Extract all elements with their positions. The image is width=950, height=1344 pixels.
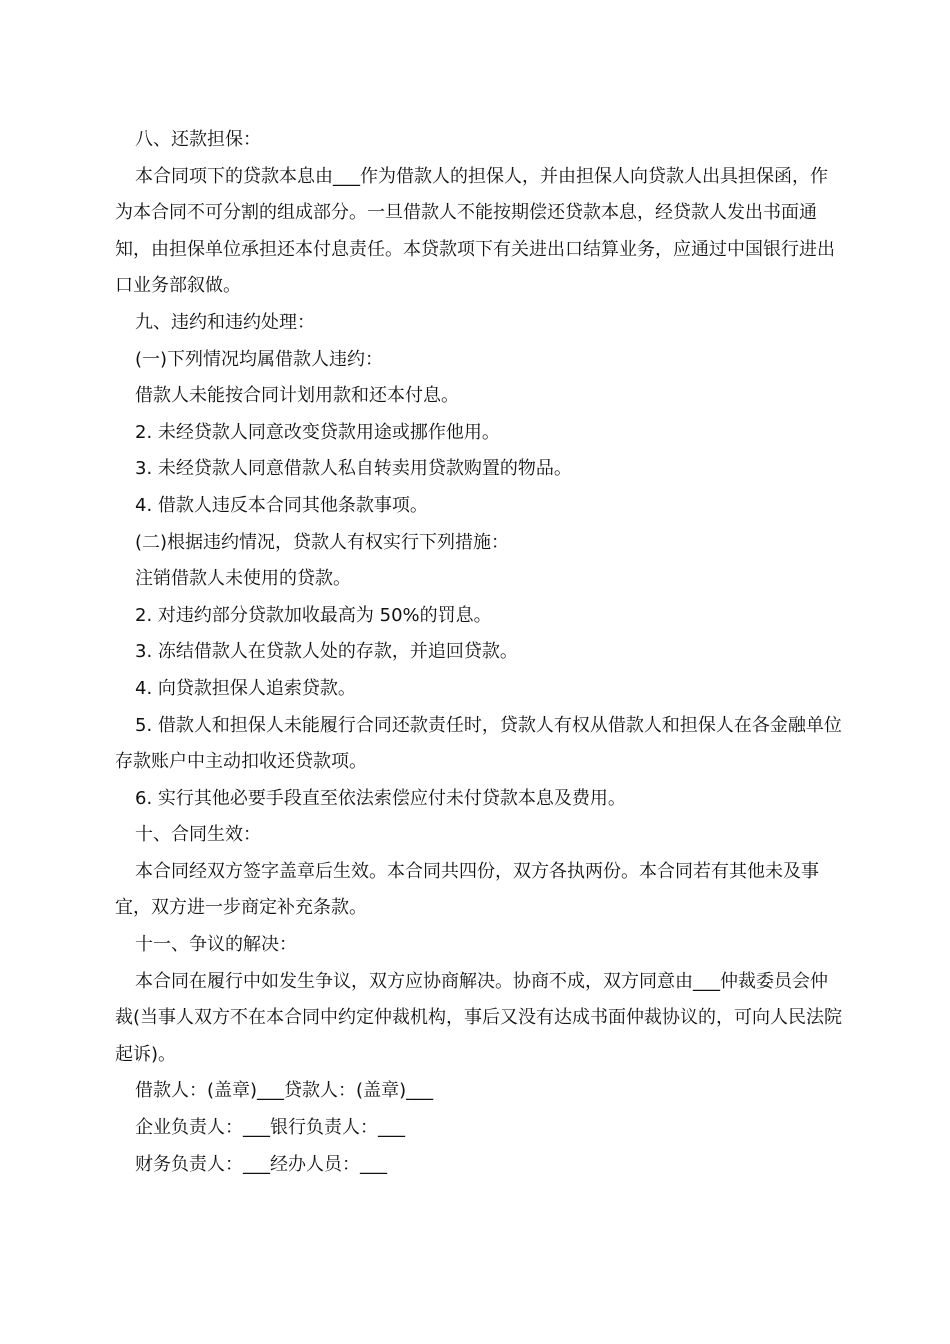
subheading-breach-cases: (一)下列情况均属借款人违约： bbox=[135, 348, 384, 370]
document-body bbox=[115, 122, 845, 1183]
paragraph-guarantee-terms: 本合同项下的贷款本息由___作为借款人的担保人，并由担保人向贷款人出具担保函，作为本合同不可分割的组成部分。一旦借款人不能按期偿还贷款本息，经贷款人发出书面通知，由担保单位承担还本付息责任。本贷款项下有关进出口结算业务，应通过中国银行进出口业务部叙做。 bbox=[115, 165, 835, 297]
list-item-remedy-5: 5. 借款人和担保人未能履行合同还款责任时，贷款人有权从借款人和担保人在各金融单位存款账户中主动扣收还贷款项。 bbox=[115, 714, 842, 773]
list-item-breach-1: 借款人未能按合同计划用款和还本付息。 bbox=[135, 385, 459, 407]
list-item-remedy-1: 注销借款人未使用的贷款。 bbox=[135, 568, 351, 590]
list-item-remedy-4: 4. 向贷款担保人追索贷款。 bbox=[135, 677, 356, 699]
list-item-remedy-6: 6. 实行其他必要手段直至依法索偿应付未付贷款本息及费用。 bbox=[135, 787, 626, 809]
paragraph-effectiveness: 本合同经双方签字盖章后生效。本合同共四份，双方各执两份。本合同若有其他未及事宜，双方进一步商定补充条款。 bbox=[115, 860, 819, 919]
list-item-remedy-3: 3. 冻结借款人在贷款人处的存款，并追回贷款。 bbox=[135, 641, 518, 663]
section-heading-breach: 九、违约和违约处理： bbox=[135, 311, 315, 333]
signature-line-responsible: 企业负责人：___银行负责人：___ bbox=[135, 1117, 405, 1139]
paragraph-dispute: 本合同在履行中如发生争议，双方应协商解决。协商不成，双方同意由___仲裁委员会仲裁(当事人双方不在本合同中约定仲裁机构，事后又没有达成书面仲裁协议的，可向人民法院起诉)。 bbox=[115, 970, 843, 1065]
subheading-remedies: (二)根据违约情况，贷款人有权实行下列措施： bbox=[135, 531, 510, 553]
list-item-remedy-2: 2. 对违约部分贷款加收最高为 50%的罚息。 bbox=[135, 604, 492, 626]
signature-line-parties: 借款人：(盖章)___贷款人：(盖章)___ bbox=[135, 1080, 434, 1102]
list-item-breach-2: 2. 未经贷款人同意改变贷款用途或挪作他用。 bbox=[135, 421, 500, 443]
signature-line-finance: 财务负责人：___经办人员：___ bbox=[135, 1153, 387, 1175]
list-item-breach-4: 4. 借款人违反本合同其他条款事项。 bbox=[135, 494, 428, 516]
section-heading-effectiveness: 十、合同生效： bbox=[135, 824, 261, 846]
section-heading-repayment-guarantee: 八、还款担保： bbox=[135, 129, 261, 150]
list-item-breach-3: 3. 未经贷款人同意借款人私自转卖用贷款购置的物品。 bbox=[135, 458, 572, 480]
section-heading-dispute: 十一、争议的解决： bbox=[135, 934, 297, 956]
